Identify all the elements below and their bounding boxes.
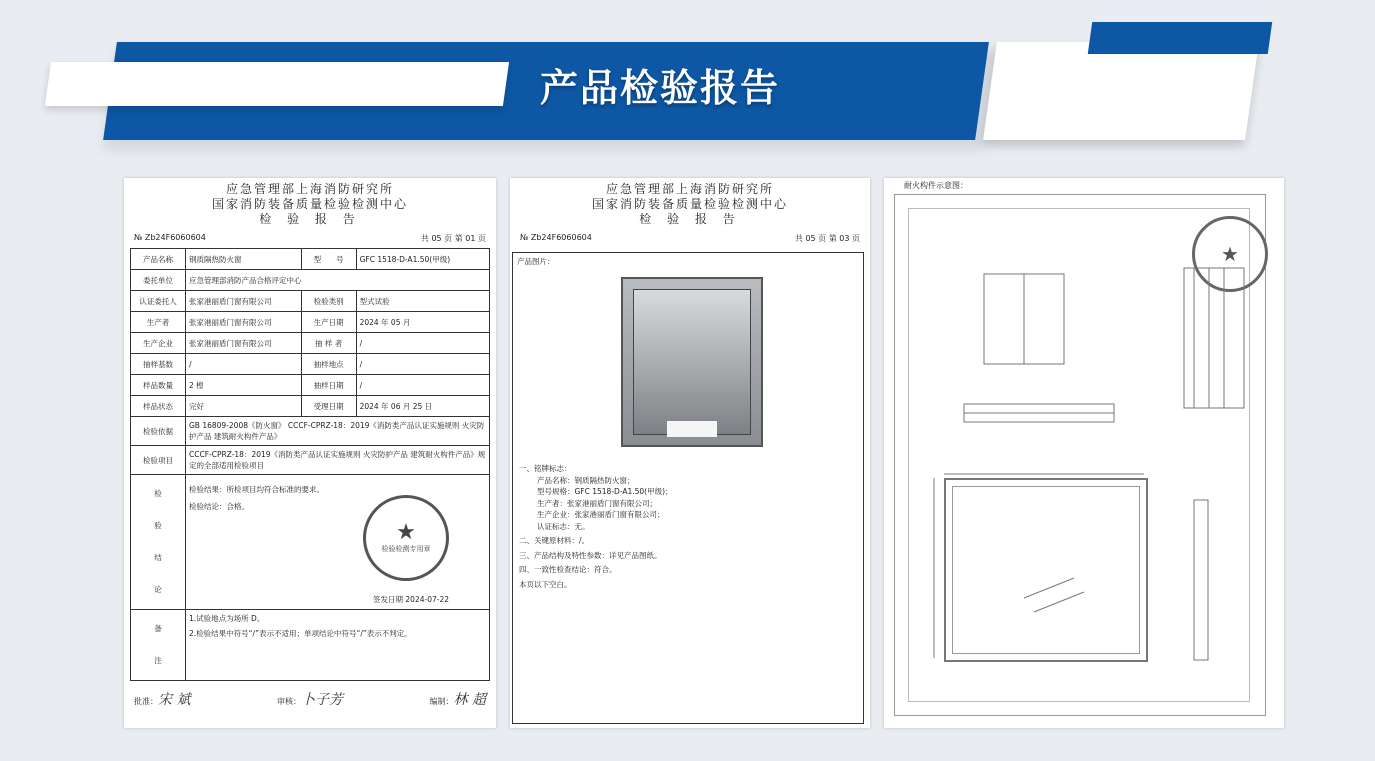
cell-value: 完好	[186, 396, 302, 417]
cell-value: 2 樘	[186, 375, 302, 396]
cell-value: /	[186, 354, 302, 375]
cell-value: 张家港丽盾门窗有限公司	[186, 312, 302, 333]
star-icon: ★	[396, 520, 416, 545]
stamp-text: 检验检测专用章	[381, 545, 431, 553]
cell-value: 2024 年 06 月 25 日	[356, 396, 489, 417]
cell-value: /	[356, 333, 489, 354]
cell-label: 样品状态	[131, 396, 186, 417]
cell-value: 钢质隔热防火窗	[186, 249, 302, 270]
conclusion-cell	[186, 475, 490, 610]
conclusion-char: 验	[154, 521, 162, 530]
conclusion-char: 论	[154, 585, 162, 594]
cell-label: 抽 样 者	[301, 333, 356, 354]
remark-line-2: 2.检验结果中符号“/”表示不适用；单项结论中符号“/”表示不判定。	[189, 629, 412, 638]
cell-value: 张家港丽盾门窗有限公司	[186, 291, 302, 312]
inspection-table	[130, 248, 490, 681]
info-item: 本页以下空白。	[519, 579, 572, 589]
content-box	[512, 252, 864, 724]
cell-value: 应急管理部消防产品合格评定中心	[186, 270, 490, 291]
approve-sig: 宋 斌	[158, 692, 191, 708]
nameplate-image	[667, 421, 717, 437]
header-line-3: 检 验 报 告	[639, 212, 741, 226]
remark-char: 注	[154, 656, 162, 665]
decor-stripe-top-right	[1088, 22, 1272, 54]
cell-value: GB 16809-2008《防火窗》 CCCF-CPRZ-18：2019《消防类产品认证实施规则 火灾防护产品 建筑耐火构件产品》	[186, 417, 490, 446]
nameplate-line: 生产企业：张家港丽盾门窗有限公司；	[537, 510, 665, 519]
product-photo	[621, 277, 763, 447]
report-number: № Zb24F6060604	[134, 233, 206, 242]
remark-cell	[186, 610, 490, 681]
window-elevation	[944, 478, 1148, 662]
report-meta	[124, 233, 496, 244]
header-line-2: 国家消防装备质量检验检测中心	[211, 197, 408, 211]
cell-label: 生产者	[131, 312, 186, 333]
header-line-1: 应急管理部上海消防研究所	[225, 182, 394, 196]
inspection-report-page-3	[510, 178, 870, 728]
component-drawing	[884, 178, 1284, 728]
cell-label: 产品名称	[131, 249, 186, 270]
header-line-1: 应急管理部上海消防研究所	[605, 182, 774, 196]
remark-char: 备	[154, 624, 162, 633]
cell-value: /	[356, 354, 489, 375]
report-header	[124, 182, 496, 227]
decor-stripe-left	[45, 62, 509, 106]
cell-value: 型式试验	[356, 291, 489, 312]
cell-label: 委托单位	[131, 270, 186, 291]
nameplate-line: 型号规格：GFC 1518-D-A1.50(甲级)；	[537, 487, 673, 496]
remark-label	[131, 610, 186, 681]
edit-label: 编制：	[429, 697, 454, 706]
spec-table	[1184, 268, 1244, 408]
report-header	[510, 182, 870, 227]
review-sig: 卜子芳	[301, 692, 343, 708]
cell-label: 样品数量	[131, 375, 186, 396]
cell-label: 抽样地点	[301, 354, 356, 375]
cell-value: /	[356, 375, 489, 396]
conclusion-char: 结	[154, 553, 162, 562]
report-number: № Zb24F6060604	[520, 233, 592, 242]
photo-label: 产品图片：	[517, 257, 555, 266]
result-text: 检验结果：所检项目均符合标准的要求。	[189, 485, 324, 494]
cell-label: 检验类别	[301, 291, 356, 312]
conclusion-label	[131, 475, 186, 610]
official-stamp	[363, 495, 449, 581]
approve-label: 批准：	[134, 697, 158, 706]
info-item: 二、关键原材料：/。	[519, 536, 590, 545]
cell-label: 抽样日期	[301, 375, 356, 396]
cell-label: 抽样基数	[131, 354, 186, 375]
page-info: 共 05 页 第 03 页	[794, 234, 860, 243]
window-glass	[952, 486, 1140, 654]
cell-label: 受理日期	[301, 396, 356, 417]
info-item: 三、产品结构及特性参数：详见产品图纸。	[519, 550, 662, 560]
cell-label: 检验项目	[131, 446, 186, 475]
cell-label: 型 号	[301, 249, 356, 270]
review-label: 审核：	[277, 697, 301, 706]
decor-block-right	[983, 42, 1259, 140]
window-panel	[633, 289, 751, 435]
product-info	[519, 463, 673, 590]
header-line-3: 检 验 报 告	[259, 212, 361, 226]
nameplate-line: 生产者：张家港丽盾门窗有限公司；	[537, 498, 657, 508]
cell-value: CCCF-CPRZ-18：2019《消防类产品认证实施规则 火灾防护产品 建筑耐火构件产品》规定的全部适用检验项目	[186, 446, 490, 475]
nameplate-line: 产品名称：钢质隔热防火窗；	[537, 475, 635, 485]
header-line-2: 国家消防装备质量检验检测中心	[591, 197, 788, 211]
report-meta	[510, 233, 870, 244]
conclusion-char: 检	[154, 489, 162, 498]
edit-sig: 林 超	[453, 692, 486, 708]
page-title: 产品检验报告	[539, 66, 780, 110]
cell-label: 检验依据	[131, 417, 186, 446]
conclusion-text: 检验结论：合格。	[189, 502, 249, 511]
cell-label: 生产日期	[301, 312, 356, 333]
side-section	[1194, 500, 1208, 660]
star-icon: ★	[1221, 242, 1239, 266]
page-info: 共 05 页 第 01 页	[420, 234, 486, 243]
approve-signature	[134, 689, 190, 709]
cell-value: GFC 1518-D-A1.50(甲级)	[356, 249, 489, 270]
signature-row	[124, 681, 496, 709]
cell-label: 生产企业	[131, 333, 186, 354]
nameplate-title: 一、铭牌标志：	[519, 464, 572, 473]
cell-value: 张家港丽盾门窗有限公司	[186, 333, 302, 354]
remark-line-1: 1.试验地点为场所 D。	[189, 614, 265, 623]
drawing-title: 耐火构件示意图：	[904, 181, 968, 190]
edit-signature	[430, 689, 486, 709]
cell-value: 2024 年 05 月	[356, 312, 489, 333]
sign-date: 签发日期 2024-07-22	[373, 595, 449, 604]
review-signature	[277, 689, 343, 709]
cell-label: 认证委托人	[131, 291, 186, 312]
nameplate-line: 认证标志：无。	[537, 521, 590, 531]
inspection-report-page-1	[124, 178, 496, 728]
info-item: 四、一致性检查结论：符合。	[519, 565, 617, 574]
